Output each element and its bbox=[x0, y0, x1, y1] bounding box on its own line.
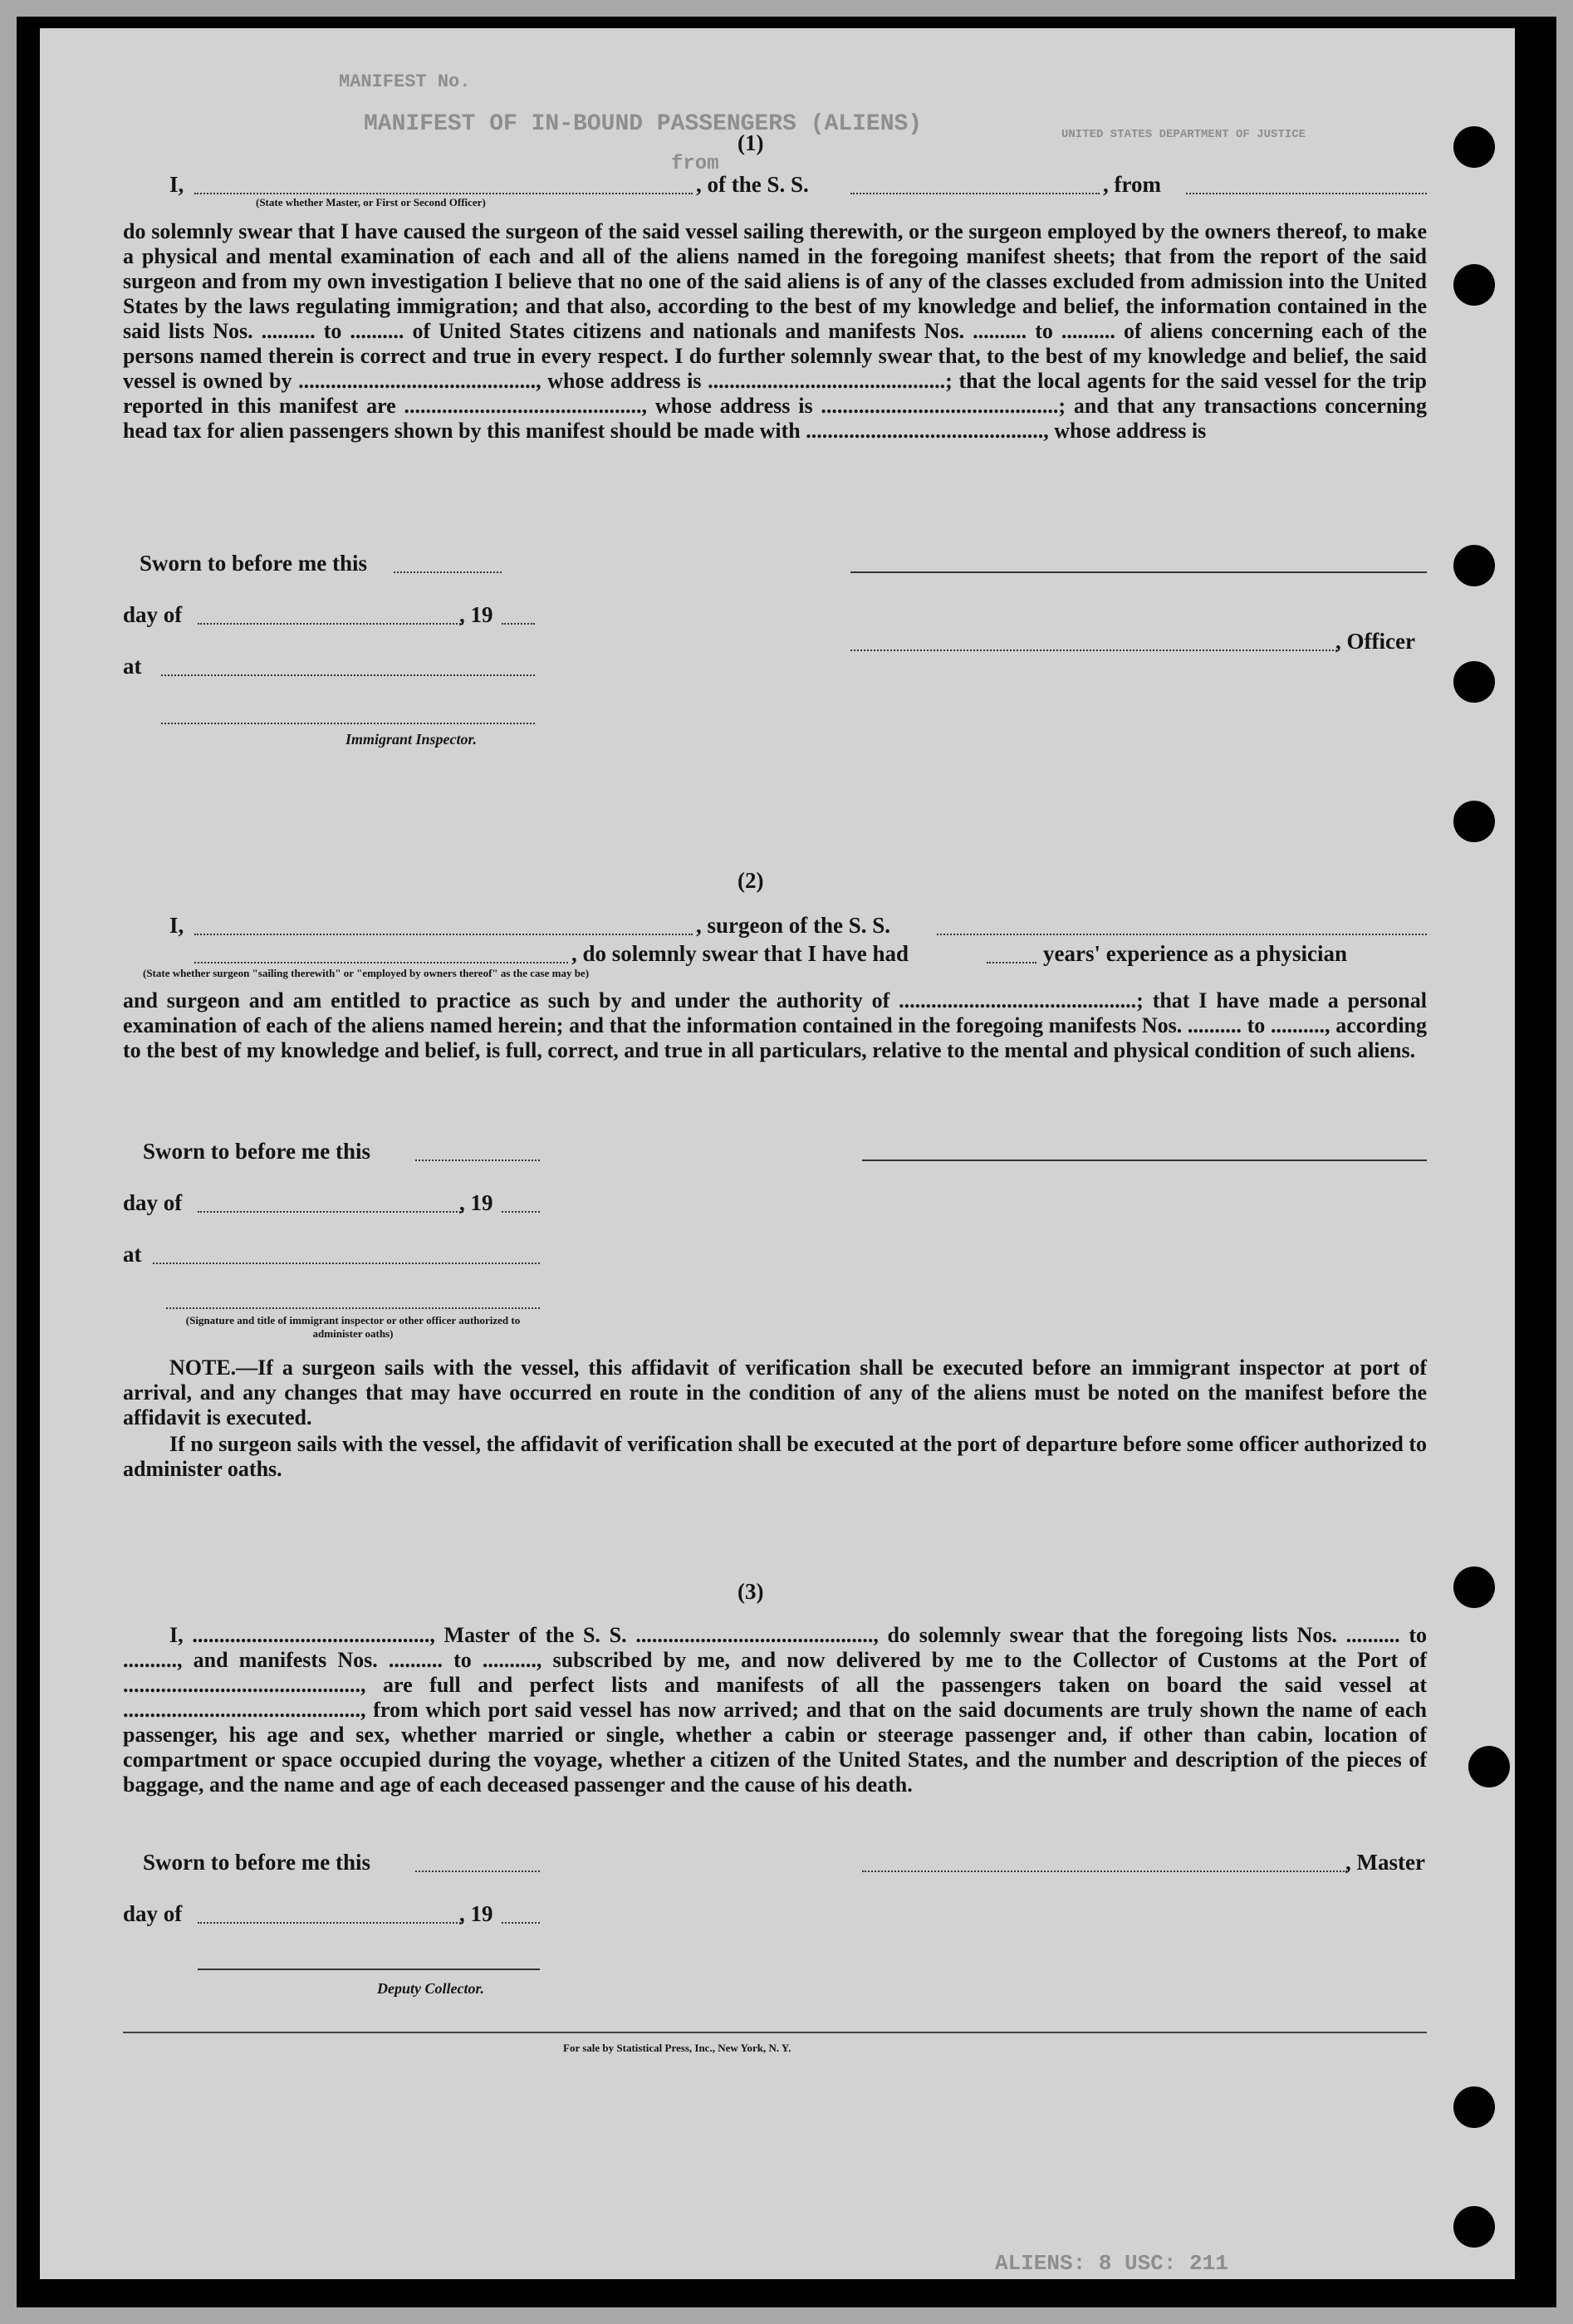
s3-body: I, ............................................, Master of the S. S. ............................................, do solemnly swear that the foregoing lists Nos. .......... to .........., and manifests Nos. .......... to .........., subscribed by me, and now delivered by me to the Collector of Customs at the Port of ............................................, are full and perfect lists and manifests of all the passengers taken on board the said vessel at ............................................, from which port said vessel has now arrived; and that on the said documents are truly shown the name of each passenger, his age and sex, whether married or single, whether a cabin or steerage passenger and, if other than cabin, location of compartment or space occupied during the voyage, whether a citizen of the United States, and the number and description of the pieces of baggage, and the name and age of each deceased passenger and the cause of his death. bbox=[123, 1623, 1427, 1797]
s1-officer: , Officer bbox=[1335, 629, 1415, 654]
footer-bottom-faint: ALIENS: 8 USC: 211 bbox=[995, 2251, 1228, 2276]
s2-state-note: (State whether surgeon "sailing therewith" or "employed by owners thereof" as the case may be) bbox=[143, 967, 590, 979]
s1-officer-name-field[interactable] bbox=[194, 193, 693, 194]
s2-sworn: Sworn to before me this bbox=[143, 1139, 370, 1164]
s3-sworn: Sworn to before me this bbox=[143, 1850, 370, 1875]
punch-hole bbox=[1453, 2206, 1495, 2248]
punch-hole bbox=[1453, 264, 1495, 306]
s2-signature-line[interactable] bbox=[862, 1160, 1427, 1161]
s2-body: and surgeon and am entitled to practice as such by and under the authority of ............................................; that I have made a personal examination of each of the aliens named herein; and that the information contained in the foregoing manifests Nos. .......... to .........., according to the best of my knowledge and belief, is full, correct, and true in all particulars, relative to the mental and physical condition of such aliens. bbox=[123, 988, 1427, 1062]
punch-hole bbox=[1453, 1566, 1495, 1608]
s2-i: I, bbox=[169, 913, 184, 938]
section-3-number: (3) bbox=[737, 1579, 764, 1604]
s1-sworn-field[interactable] bbox=[394, 571, 502, 573]
s3-year-field[interactable] bbox=[502, 1922, 540, 1924]
s1-inspector-line[interactable] bbox=[161, 723, 535, 724]
s1-from: , from bbox=[1103, 172, 1161, 197]
section-1-number: (1) bbox=[737, 130, 764, 155]
s3-day-of: day of bbox=[123, 1901, 183, 1926]
s3-day-field[interactable] bbox=[198, 1922, 463, 1924]
s2-day-of: day of bbox=[123, 1190, 183, 1215]
footer-rule bbox=[123, 2032, 1427, 2033]
s3-deputy: Deputy Collector. bbox=[377, 1980, 484, 1997]
s1-day-field[interactable] bbox=[198, 623, 463, 625]
s2-signature-note: (Signature and title of immigrant inspector or other officer authorized to administer oaths) bbox=[185, 1314, 521, 1340]
s1-year-field[interactable] bbox=[502, 623, 535, 625]
punch-hole bbox=[1453, 2086, 1495, 2128]
s2-vessel-field[interactable] bbox=[937, 934, 1427, 935]
s3-deputy-line[interactable] bbox=[198, 1969, 540, 1970]
s2-year: , 19 bbox=[459, 1190, 493, 1215]
s2-year-field[interactable] bbox=[502, 1211, 540, 1213]
s1-year: , 19 bbox=[459, 602, 493, 627]
s3-master: , Master bbox=[1345, 1850, 1425, 1875]
s1-of-ss: , of the S. S. bbox=[696, 172, 809, 197]
s2-years-field[interactable] bbox=[987, 962, 1036, 963]
s2-swear: , do solemnly swear that I have had bbox=[571, 941, 909, 966]
footer-printer: For sale by Statistical Press, Inc., New York, N. Y. bbox=[563, 2042, 791, 2054]
s1-inspector: Immigrant Inspector. bbox=[345, 731, 478, 748]
s1-signature-line[interactable] bbox=[850, 571, 1427, 573]
s1-state-note: (State whether Master, or First or Second Officer) bbox=[256, 196, 486, 208]
s1-at-field[interactable] bbox=[161, 674, 535, 676]
s1-from-field[interactable] bbox=[1186, 193, 1427, 194]
s2-at-field[interactable] bbox=[153, 1263, 540, 1264]
s2-signature-field[interactable] bbox=[166, 1307, 540, 1309]
s3-sworn-field[interactable] bbox=[415, 1870, 540, 1872]
header-from: from bbox=[671, 153, 719, 175]
s1-officer-line[interactable] bbox=[850, 650, 1337, 651]
s3-master-line[interactable] bbox=[862, 1870, 1347, 1872]
s1-day-of: day of bbox=[123, 602, 183, 627]
s2-swear-name-field[interactable] bbox=[194, 962, 568, 963]
s2-note-p2: If no surgeon sails with the vessel, the affidavit of verification shall be executed at the port of departure before some officer authorized to administer oaths. bbox=[123, 1432, 1427, 1481]
punch-hole bbox=[1453, 661, 1495, 703]
header-title: MANIFEST OF IN-BOUND PASSENGERS (ALIENS) bbox=[364, 111, 923, 137]
punch-hole bbox=[1453, 545, 1495, 586]
header-printed-right: UNITED STATES DEPARTMENT OF JUSTICE bbox=[1061, 128, 1306, 141]
punch-hole bbox=[1453, 801, 1495, 842]
s2-years: years' experience as a physician bbox=[1043, 941, 1347, 966]
s2-at: at bbox=[123, 1242, 142, 1267]
s1-body: do solemnly swear that I have caused the surgeon of the said vessel sailing therewith, or the surgeon employed by the owners thereof, to make a physical and mental examination of each and all of the aliens named in the foregoing manifest sheets; that from the report of the said surgeon and from my own investigation I believe that no one of the said aliens is of any of the classes excluded from admission into the United States by the laws regulating immigration; and that also, according to the best of my knowledge and belief, the information contained in the said lists Nos. .......... to .......... of United States citizens and nationals and manifests Nos. .......... to .......... of aliens concerning each of the persons named therein is correct and true in every respect. I do further solemnly swear that, to the best of my knowledge and belief, the said vessel is owned by ............................................, whose address is ............................................; that the local agents for the said vessel for the trip reported in this manifest are ............................................, whose address is ............................................; and that any transactions concerning head tax for alien passengers shown by this manifest should be made with ............................................, whose address is bbox=[123, 219, 1427, 443]
manifest-page bbox=[40, 28, 1515, 2279]
s1-i: I, bbox=[169, 172, 184, 197]
s1-vessel-field[interactable] bbox=[850, 193, 1100, 194]
s2-surgeon-name-field[interactable] bbox=[194, 934, 693, 935]
punch-hole bbox=[1468, 1746, 1510, 1787]
s1-sworn: Sworn to before me this bbox=[140, 551, 367, 576]
s2-note-p1: NOTE.—If a surgeon sails with the vessel, this affidavit of verification shall be executed before an immigrant inspector at port of arrival, and any changes that may have occurred en route in the condition of any of the aliens must be noted on the manifest before the affidavit is executed. bbox=[123, 1356, 1427, 1429]
s1-at: at bbox=[123, 654, 142, 679]
section-2-number: (2) bbox=[737, 868, 764, 893]
s2-sworn-field[interactable] bbox=[415, 1160, 540, 1161]
s2-surgeon-of: , surgeon of the S. S. bbox=[696, 913, 891, 938]
header-manifest-no: MANIFEST No. bbox=[339, 71, 471, 92]
s2-day-field[interactable] bbox=[198, 1211, 463, 1213]
punch-hole bbox=[1453, 126, 1495, 168]
s3-year: , 19 bbox=[459, 1901, 493, 1926]
